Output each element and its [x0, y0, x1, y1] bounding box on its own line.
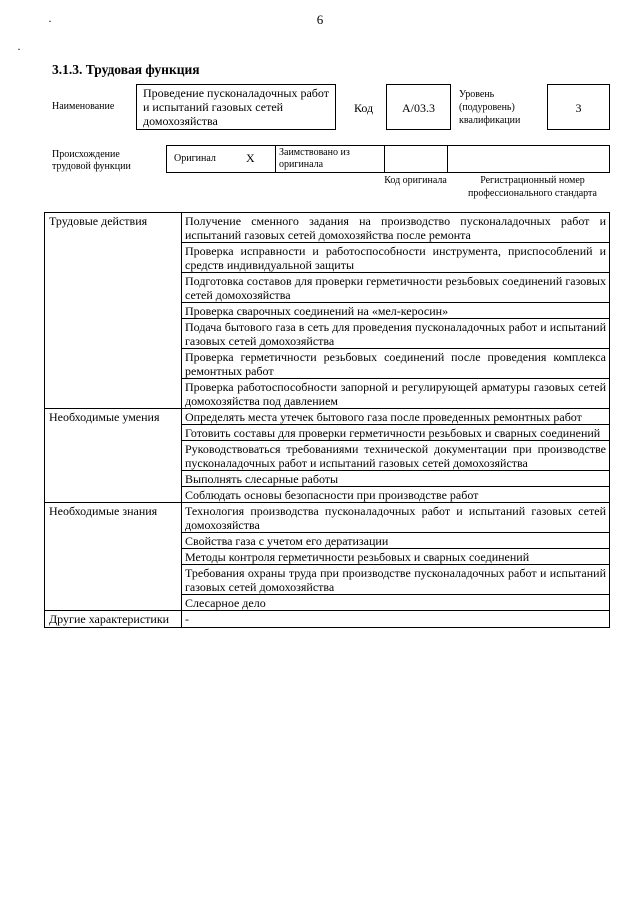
knowledge-item: Свойства газа с учетом его дератизации [182, 533, 610, 549]
table-row [45, 409, 610, 425]
knowledge-title: Необходимые знания [45, 503, 182, 611]
original-mark: X [246, 151, 255, 165]
action-item: Проверка работоспособности запорной и регулирующей арматуры газовых сетей домохозяйства под давлением [182, 379, 610, 409]
skill-item: Выполнять слесарные работы [182, 471, 610, 487]
page-number: 6 [316, 12, 324, 27]
skill-item: Соблюдать основы безопасности при производстве работ [182, 487, 610, 503]
action-item: Проверка исправности и работоспособности инструмента, приспособлений и средств индивидуальной защиты [182, 243, 610, 273]
code-value: A/03.3 [402, 101, 435, 115]
labor-function-table [44, 212, 610, 628]
registration-number-caption: Регистрационный номер профессионального стандарта [468, 175, 597, 199]
knowledge-item: Методы контроля герметичности резьбовых и сварных соединений [182, 549, 610, 565]
level-box [547, 84, 610, 130]
skill-item: Определять места утечек бытового газа после проведенных ремонтных работ [182, 409, 610, 425]
divider [447, 145, 448, 173]
table-row [45, 503, 610, 533]
action-item: Проверка сварочных соединений на «мел-керосин» [182, 303, 610, 319]
table-row [45, 611, 610, 628]
scan-dot: · [17, 42, 21, 56]
knowledge-item: Требования охраны труда при производстве пусконаладочных работ и испытаний газовых сетей домохозяйства [182, 565, 610, 595]
actions-title: Трудовые действия [45, 213, 182, 409]
knowledge-item: Технология производства пусконаладочных работ и испытаний газовых сетей домохозяйства [182, 503, 610, 533]
origin-label: Происхождение трудовой функции [52, 149, 131, 172]
action-item: Подготовка составов для проверки герметичности резьбовых соединений газовых сетей домохозяйства [182, 273, 610, 303]
skill-item: Готовить составы для проверки герметичности резьбовых и сварных соединений [182, 425, 610, 441]
action-item: Получение сменного задания на производство пусконаладочных работ и испытаний газовых сетей домохозяйства после ремонта [182, 213, 610, 243]
section-title: 3.1.3. Трудовая функция [52, 62, 200, 77]
action-item: Проверка герметичности резьбовых соединений после проведения комплекса ремонтных работ [182, 349, 610, 379]
level-value: 3 [575, 101, 582, 115]
scan-dot: · [48, 14, 52, 28]
knowledge-item: Слесарное дело [182, 595, 610, 611]
origin-box [166, 145, 610, 173]
divider [275, 145, 276, 173]
original-label: Оригинал [174, 153, 216, 164]
borrowed-label: Заимствовано из оригинала [279, 147, 350, 170]
divider [384, 145, 385, 173]
original-code-caption: Код оригинала [384, 175, 447, 186]
code-box [386, 84, 451, 130]
skill-item: Руководствоваться требованиями технической документации при производстве пусконаладочных работ и испытаний газовых сетей домохозяйства [182, 441, 610, 471]
qualification-level-label: Уровень (подуровень) квалификации [459, 89, 521, 126]
other-value: - [182, 611, 610, 628]
function-name-value: Проведение пусконаладочных работ и испытаний газовых сетей домохозяйства [143, 86, 329, 128]
code-label: Код [354, 101, 374, 115]
other-title: Другие характеристики [45, 611, 182, 628]
table-row [45, 213, 610, 243]
skills-title: Необходимые умения [45, 409, 182, 503]
action-item: Подача бытового газа в сеть для проведения пусконаладочных работ и испытаний газовых сетей домохозяйства [182, 319, 610, 349]
function-name-box [136, 84, 336, 130]
name-label: Наименование [52, 101, 115, 112]
